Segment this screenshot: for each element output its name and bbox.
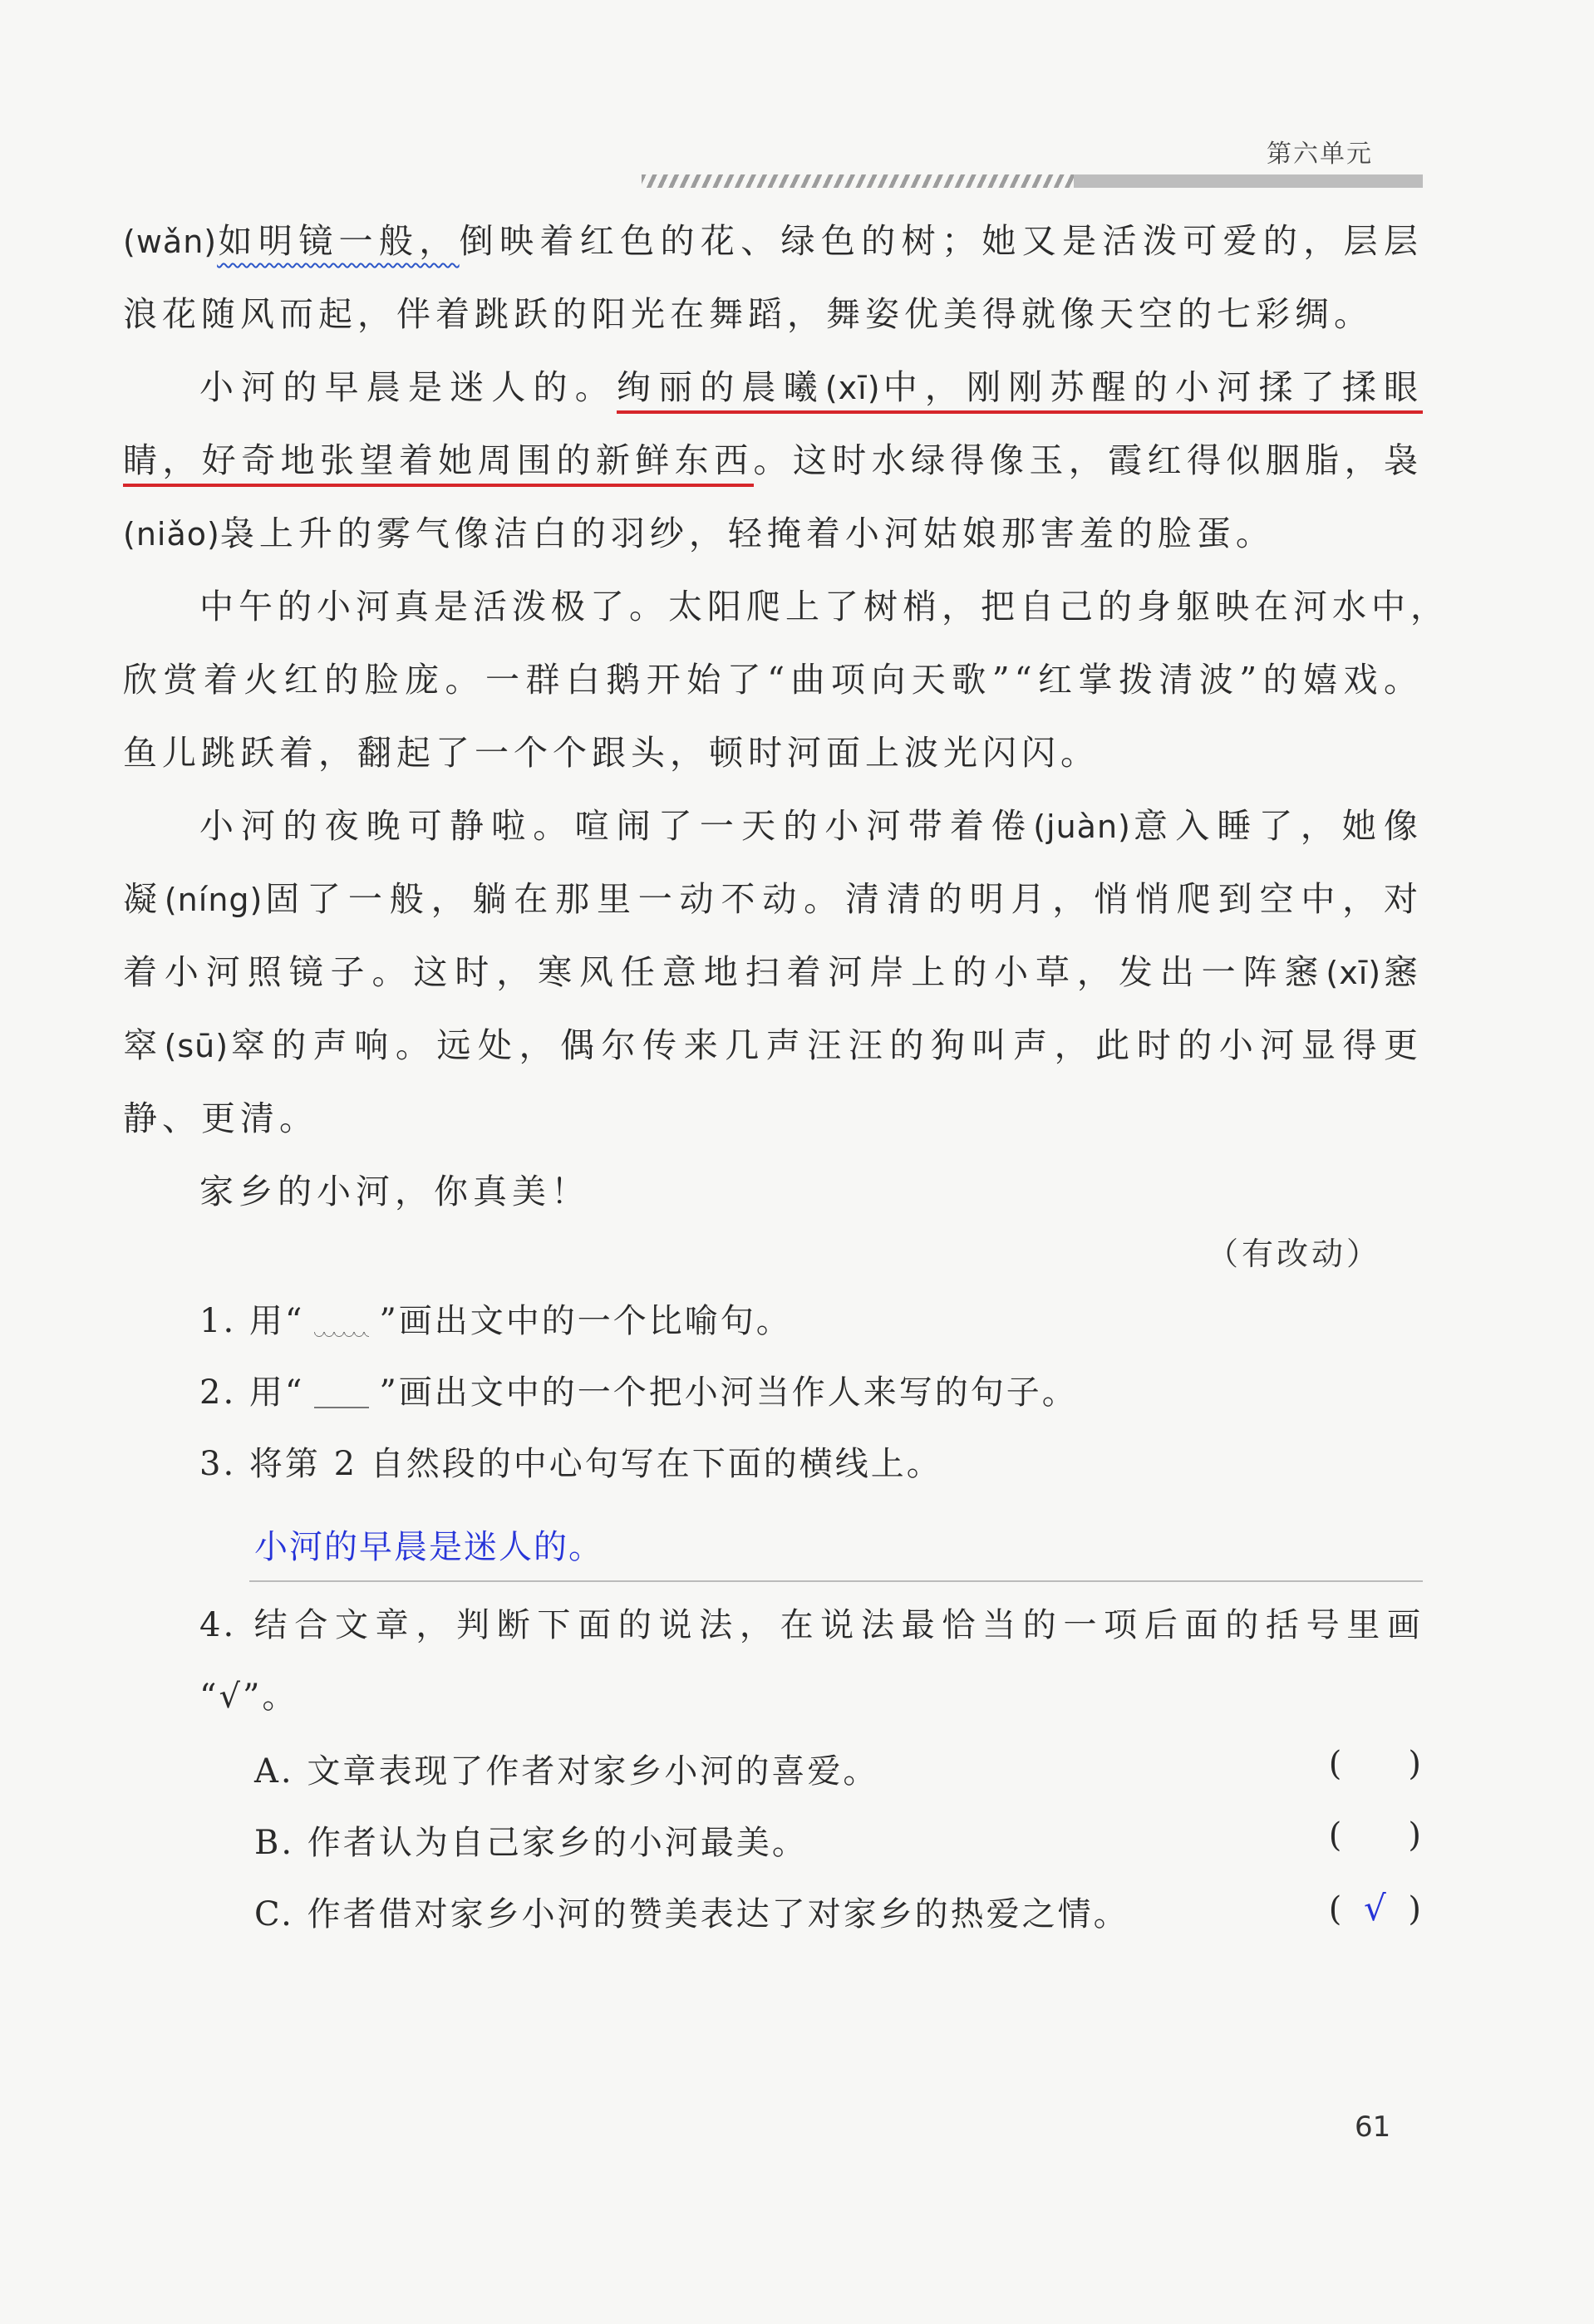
question-4-line-2: “√”。 bbox=[199, 1678, 298, 1716]
passage-text: 倒映着红色的花、绿色的树；她又是活泼可爱的，层层 bbox=[459, 221, 1424, 261]
answer-line bbox=[249, 1580, 1423, 1582]
passage-line-3 bbox=[123, 364, 1423, 411]
passage-line-4 bbox=[123, 437, 1423, 484]
unit-label: 第六单元 bbox=[1267, 140, 1373, 169]
pinyin-annotation: (juàn) bbox=[1033, 808, 1131, 845]
paren-close: ) bbox=[1408, 1745, 1421, 1783]
question-text: 2. 用“ bbox=[199, 1373, 305, 1412]
pinyin-annotation: (niǎo) bbox=[123, 516, 220, 553]
simile-wavy-underline: 如明镜一般， bbox=[217, 221, 460, 261]
pinyin-annotation: (sū) bbox=[164, 1028, 229, 1064]
passage-text: 固了一般，躺在那里一动不动。清清的明月，悄悄爬到空中，对 bbox=[263, 879, 1424, 919]
passage-text: 袅上升的雾气像洁白的羽纱，轻掩着小河姑娘那害羞的脸蛋。 bbox=[219, 513, 1275, 553]
passage-line-14: 家乡的小河，你真美！ bbox=[199, 1172, 590, 1211]
passage-text: 意入睡了，她像 bbox=[1130, 806, 1424, 846]
source-note: （有改动） bbox=[1206, 1236, 1381, 1272]
question-1 bbox=[199, 1298, 792, 1344]
question-4-line-1: 4. 结合文章，判断下面的说法，在说法最恰当的一项后面的括号里画 bbox=[199, 1606, 1423, 1644]
passage-text: 小河的夜晚可静啦。喧闹了一天的小河带着倦 bbox=[199, 806, 1034, 846]
pinyin-annotation: (xī) bbox=[824, 370, 881, 406]
question-2 bbox=[199, 1369, 1078, 1416]
question-3: 3. 将第 2 自然段的中心句写在下面的横线上。 bbox=[199, 1445, 942, 1483]
option-c: C. 作者借对家乡小河的赞美表达了对家乡的热爱之情。 bbox=[254, 1895, 1129, 1933]
passage-text: 中，刚刚苏醒的小河揉了揉眼 bbox=[880, 367, 1424, 407]
question-text: ”画出文中的一个把小河当作人来写的句子。 bbox=[379, 1373, 1078, 1412]
personification-red-underline bbox=[617, 367, 1423, 414]
passage-line-12 bbox=[123, 1022, 1423, 1069]
passage-text: 窸 bbox=[1381, 952, 1424, 992]
passage-line-9 bbox=[123, 803, 1423, 850]
passage-line-8: 鱼儿跳跃着，翻起了一个个跟头，顿时河面上波光闪闪。 bbox=[123, 733, 1100, 773]
personification-red-underline-cont: 睛，好奇地张望着她周围的新鲜东西 bbox=[123, 440, 754, 487]
option-c-bracket[interactable] bbox=[1329, 1888, 1421, 1928]
wavy-line-sample bbox=[304, 1307, 379, 1340]
page-number: 61 bbox=[1355, 2110, 1391, 2144]
paren-open: ( bbox=[1328, 1745, 1342, 1783]
passage-text: 绚丽的晨曦 bbox=[616, 367, 825, 407]
passage-text: 窣的声响。远处，偶尔传来几声汪汪的狗叫声，此时的小河显得更 bbox=[229, 1025, 1424, 1065]
passage-text: 小河的早晨是迷人的。 bbox=[199, 367, 617, 407]
passage-text: 凝 bbox=[123, 879, 165, 919]
paren-open: ( bbox=[1328, 1890, 1342, 1928]
option-c-checkmark: √ bbox=[1364, 1888, 1386, 1928]
straight-line-sample bbox=[304, 1378, 379, 1412]
passage-line-11 bbox=[123, 949, 1423, 996]
passage-text: 着小河照镜子。这时，寒风任意地扫着河岸上的小草，发出一阵窸 bbox=[123, 952, 1326, 992]
header-decoration bbox=[642, 174, 1423, 188]
passage-line-5 bbox=[123, 510, 1275, 558]
passage-line-6: 中午的小河真是活泼极了。太阳爬上了树梢，把自己的身躯映在河水中， bbox=[199, 587, 1449, 626]
passage-line-1 bbox=[123, 218, 1423, 265]
passage-text: 窣 bbox=[123, 1025, 165, 1065]
option-a-bracket[interactable] bbox=[1329, 1745, 1421, 1783]
q3-answer-handwritten: 小河的早晨是迷人的。 bbox=[254, 1528, 603, 1566]
option-b-bracket[interactable] bbox=[1329, 1816, 1421, 1855]
pinyin-annotation: (xī) bbox=[1326, 955, 1382, 991]
pinyin-annotation: (níng) bbox=[164, 882, 263, 918]
passage-text: 。这时水绿得像玉，霞红得似胭脂，袅 bbox=[753, 440, 1423, 480]
passage-line-7: 欣赏着火红的脸庞。一群白鹅开始了“曲项向天歌”“红掌拨清波”的嬉戏。 bbox=[123, 660, 1423, 700]
passage-line-13: 静、更清。 bbox=[123, 1098, 318, 1138]
option-b: B. 作者认为自己家乡的小河最美。 bbox=[254, 1824, 808, 1862]
pinyin-annotation: (wǎn) bbox=[123, 224, 218, 260]
paren-open: ( bbox=[1328, 1816, 1342, 1855]
paren-close: ) bbox=[1408, 1816, 1421, 1855]
question-text: ”画出文中的一个比喻句。 bbox=[379, 1302, 792, 1340]
passage-line-10 bbox=[123, 876, 1423, 923]
option-a: A. 文章表现了作者对家乡小河的喜爱。 bbox=[254, 1752, 879, 1791]
passage-line-2: 浪花随风而起，伴着跳跃的阳光在舞蹈，舞姿优美得就像天空的七彩绸。 bbox=[123, 294, 1373, 334]
paren-close: ) bbox=[1408, 1890, 1421, 1928]
question-text: 1. 用“ bbox=[199, 1302, 305, 1340]
